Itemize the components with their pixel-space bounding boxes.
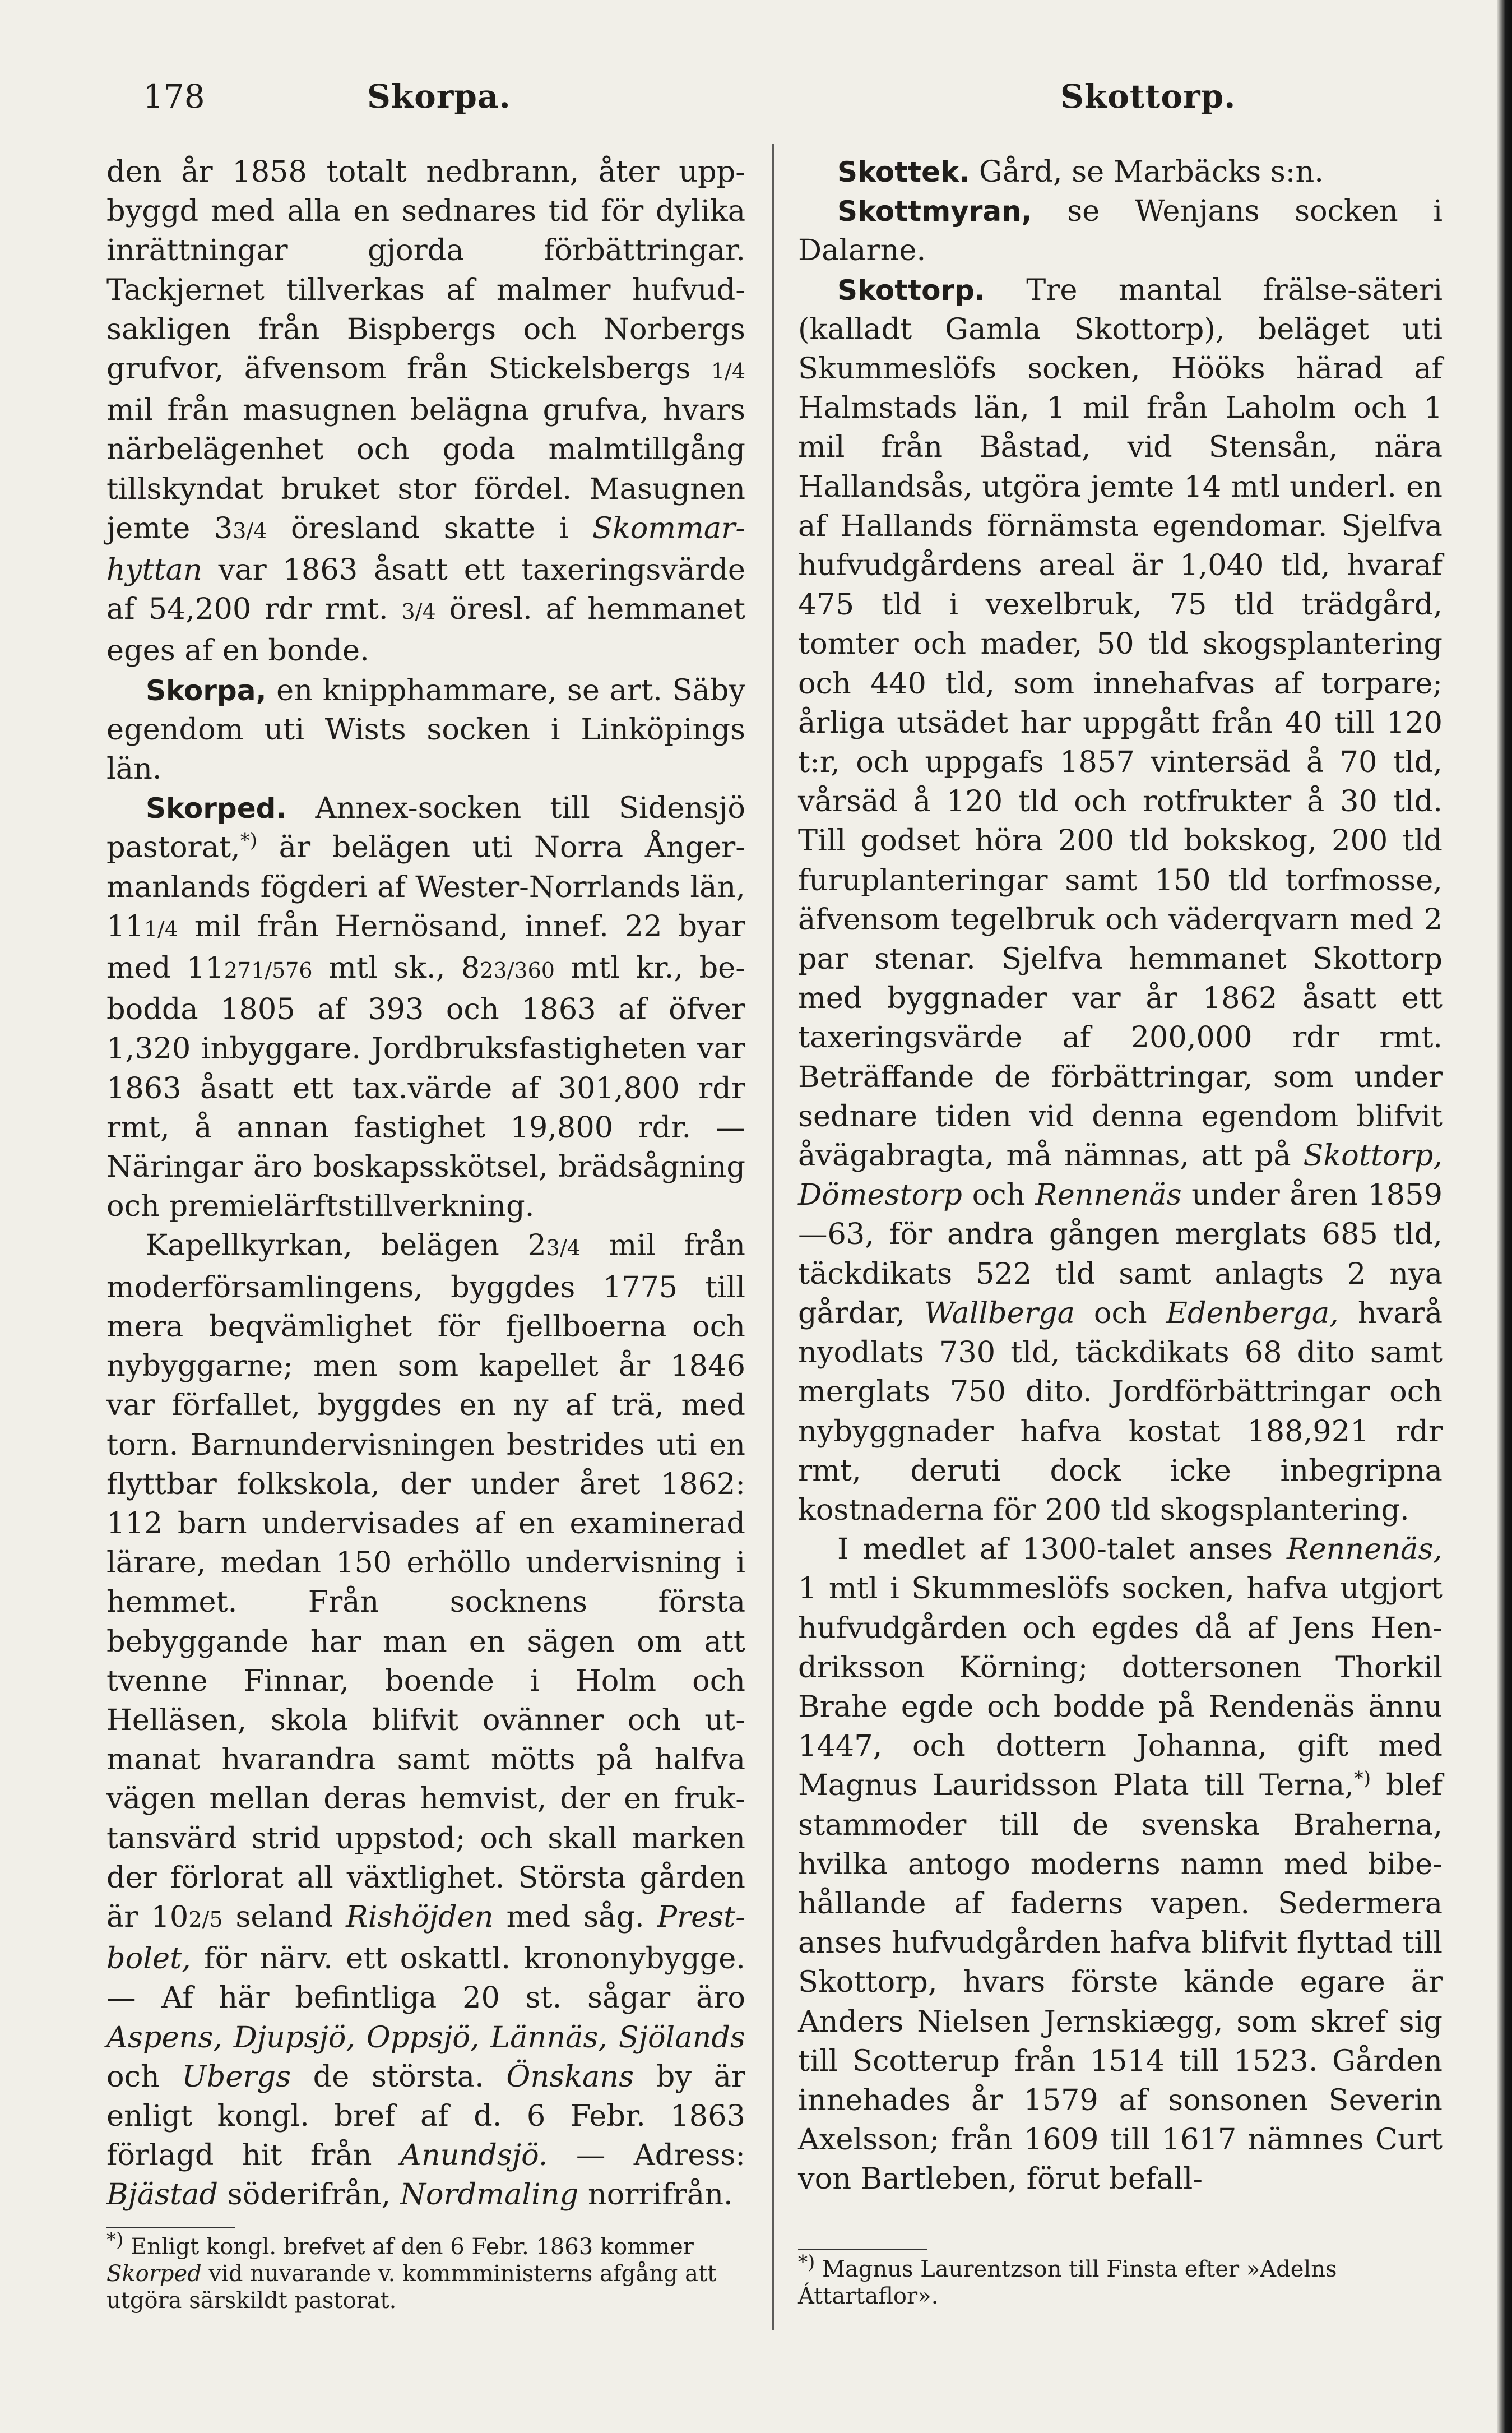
- footnote-reference: *): [240, 829, 258, 852]
- entry-skottorp: Skottorp. Tre mantal frälse-säteri (kalladt Gamla Skottorp), beläget uti Skummeslöfs socken, Hööks härad af Halmstads län, 1 mil från Laholm och 1 mil från Båstad, vid Stensån, nära Hallandsås, utgöra jemte 14 mtl underl. en af Hallands förnämsta egendomar. Sjelfva hufvudgårdens areal är 1,040 tld, hvaraf 475 tld i vexelbruk, 75 tld trädgård, tomter och mader, 50 tld skogsplantering och 440 tld, som innehafvas af torpare; årliga utsädet har uppgått från 40 till 120 t:r, och uppgafs 1857 vintersäd å 70 tld, vårsäd å 120 tld och rotfrukter å 30 tld. Till godset höra 200 tld bokskog, 200 tld furuplanteringar samt 150 tld torfmosse, äfvensom tegelbruk och väderqvarn med 2 par stenar. Sjelfva hemmanet Skottorp med byggnader var år 1862 åsatt ett taxeringsvärde af 200,000 rdr rmt. Beträffande de förbättringar, som under sednare tiden vid denna egendom blifvit åvägabragta, må nämnas, att på Skottorp, Dömestorp och Rennenäs under åren 1859—63, för andra gången merglats 685 tld, täckdikats 522 tld samt anlagts 2 nya gårdar, Wallberga och Edenberga, hvarå nyodlats 730 tld, täckdikats 68 dito samt merglats 750 dito. Jordförbättringar och nybyggnader hafva kostat 188,921 rdr rmt, deruti dock icke inbegripna kostnaderna för 200 tld skogsplantering.: [798, 272, 1443, 1527]
- column-divider: [772, 144, 774, 2330]
- page-header: [0, 77, 1512, 128]
- page-edge-shadow: [1497, 0, 1512, 2433]
- entry-title: Skottek.: [837, 156, 970, 188]
- paragraph-masugn: den år 1858 totalt nedbrann, åter uppbyggd med alla en sednares tid för dylika inrättningar gjorda förbättringar. Tackjernet tillverkas af malmer hufvudsakligen från Bispbergs och Norbergs grufvor, äfvensom från Stickelsbergs 1/4 mil från masugnen belägna grufva, hvars närbelägenhet och goda malmtillgång tillskyndat bruket stor fördel. Masugnen jemte 33/4 öresland skatte i Skommarhyttan var 1863 åsatt ett taxeringsvärde af 54,200 rdr rmt. 3/4 öresl. af hemmanet eges af en bonde.: [106, 155, 746, 668]
- entry-skottek: Skottek. Gård, se Marbäcks s:n.: [837, 155, 1324, 189]
- footnote-reference: *): [1353, 1767, 1371, 1790]
- entry-skorped: Skorped. Annex-socken till Sidensjö pastorat,*) är belägen uti Norra Ångermanlands fögderi af Wester-Norrlands län, 111/4 mil från Hernösand, innef. 22 byar med 11271/576 mtl sk., 823/360 mtl kr., bebodda 1805 af 393 och 1863 af öfver 1,320 inbyggare. Jordbruksfastigheten var 1863 åsatt ett tax.värde af 301,800 rdr rmt, å annan fastighet 19,800 rdr. — Näringar äro boskapsskötsel, brädsågning och premielärftstillverkning.: [106, 791, 745, 1224]
- paragraph-kapellkyrkan: Kapellkyrkan, belägen 23/4 mil från moderförsamlingens, byggdes 1775 till mera beqvämlighet för fjellboerna och nybyggarne; men som kapellet år 1846 var förfallet, byggdes en ny af trä, med torn. Barnundervisningen bestrides uti en flyttbar folkskola, der under året 1862: 112 barn undervisades af en examinerad lärare, medan 150 erhöllo undervisning i hemmet. Från socknens första bebyggande har man en sägen om att tvenne Finnar, boende i Holm och Helläsen, skola blifvit ovänner och utmanat hvarandra samt mötts på halfva vägen mellan deras hemvist, der en fruktansvärd strid uppstod; och skall marken der förlorat all växtlighet. Största gården är 102/5 seland Rishöjden med såg. Prestbolet, för närv. ett oskattl. krononybygge. — Af här befintliga 20 st. sågar äro Aspens, Djupsjö, Oppsjö, Lännäs, Sjölands och Ubergs de största. Önskans by är enligt kongl. bref af d. 6 Febr. 1863 förlagd hit från Anundsjö. — Adress: Bjästad söderifrån, Nordmaling norrifrån.: [106, 1228, 746, 2212]
- running-head-left: Skorpa.: [367, 77, 511, 115]
- footnote-text: *) Magnus Laurentzson till Finsta efter »Adelns Áttartaflor».: [798, 2251, 1337, 2309]
- entry-skorpa: Skorpa, en knipphammare, se art. Säby egendom uti Wists socken i Linköpings län.: [106, 673, 745, 787]
- right-column: [798, 152, 1443, 2316]
- entry-title: Skottmyran,: [837, 195, 1032, 228]
- footnote-rule: [106, 2227, 235, 2228]
- entry-skottmyran: Skottmyran, se Wenjans socken i Dalarne.: [798, 194, 1443, 268]
- footnote-right: [798, 2242, 1443, 2310]
- left-column: [106, 152, 745, 2316]
- footnote-left: [106, 2220, 745, 2314]
- page-number: 178: [143, 77, 205, 115]
- footnote-text: *) Enligt kongl. brefvet af den 6 Febr. 1863 kommer Skorped vid nuvarande v. kommministerns afgång att utgöra särskildt pastorat.: [106, 2228, 717, 2314]
- paragraph-rennenas: I medlet af 1300-talet anses Rennenäs, 1 mtl i Skummeslöfs socken, hafva utgjort hufvudgården och egdes då af Jens Hendriksson Körning; dottersonen Thorkil Brahe egde och bodde på Rendenäs ännu 1447, och dottern Johanna, gift med Magnus Lauridsson Plata till Terna,*) blef stammoder till de svenska Braherna, hvilka antogo moderns namn med bibehållande af faderns vapen. Sedermera anses hufvudgården hafva blifvit flyttad till Skottorp, hvars förste kände egare är Anders Nielsen Jernskiægg, som skref sig till Scotterup från 1514 till 1523. Gården innehades år 1579 af sonsonen Severin Axelsson; från 1609 till 1617 nämnes Curt von Bartleben, förut befall-: [798, 1532, 1443, 2196]
- entry-title: Skorped.: [146, 792, 287, 825]
- entry-title: Skorpa,: [146, 674, 267, 707]
- entry-title: Skottorp.: [837, 274, 985, 307]
- footnote-rule: [798, 2249, 927, 2250]
- running-head-right: Skottorp.: [1060, 77, 1236, 115]
